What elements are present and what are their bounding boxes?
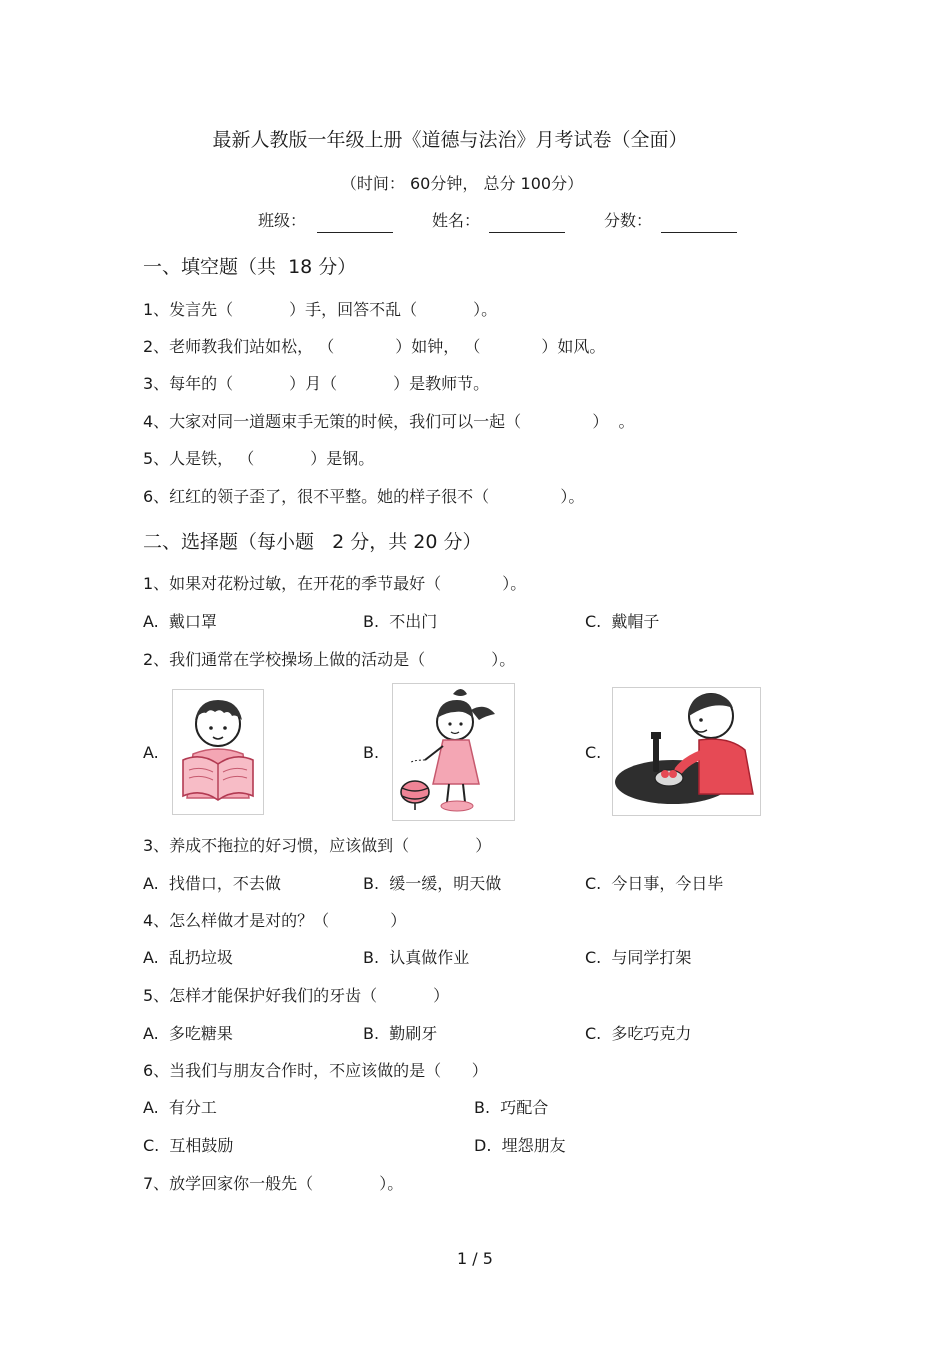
- reading-child-image[interactable]: [172, 689, 264, 815]
- exam-subtitle: （时间： 60分钟， 总分 100分）: [340, 174, 584, 193]
- q2-option-a[interactable]: A.: [143, 743, 159, 762]
- q3-option-a[interactable]: A. 找借口，不去做: [143, 874, 281, 893]
- fill-question-6: 6、红红的领子歪了，很不平整。她的样子很不（ ）。: [143, 487, 585, 506]
- page-title: 最新人教版一年级上册《道德与法治》月考试卷（全面）: [212, 129, 688, 151]
- reading-child-drawing: [173, 690, 263, 814]
- q4-option-a[interactable]: A. 乱扔垃圾: [143, 948, 233, 967]
- q5-option-b[interactable]: B. 勤刷牙: [363, 1024, 438, 1043]
- name-label: 姓名：: [432, 211, 481, 230]
- class-label: 班级：: [258, 211, 307, 230]
- choice-question-6: 6、当我们与朋友合作时，不应该做的是（ ）: [143, 1061, 488, 1080]
- q6-option-b[interactable]: B. 巧配合: [474, 1098, 549, 1117]
- choice-question-2: 2、我们通常在学校操场上做的活动是（ ）。: [143, 650, 516, 669]
- q5-option-a[interactable]: A. 多吃糖果: [143, 1024, 233, 1043]
- choice-question-1: 1、如果对花粉过敏，在开花的季节最好（ ）。: [143, 574, 527, 593]
- score-blank[interactable]: [661, 232, 737, 233]
- q2-option-c[interactable]: C.: [585, 743, 602, 762]
- fill-question-2: 2、老师教我们站如松， （ ）如钟， （ ）如风。: [143, 337, 606, 356]
- q1-option-a[interactable]: A. 戴口罩: [143, 612, 217, 631]
- class-blank[interactable]: [317, 232, 393, 233]
- choice-question-7: 7、放学回家你一般先（ ）。: [143, 1174, 404, 1193]
- spinning-top-girl-drawing: [393, 684, 514, 820]
- boy-at-table-drawing: [613, 688, 760, 815]
- fill-question-5: 5、人是铁， （ ）是钢。: [143, 449, 375, 468]
- choice-question-5: 5、怎样才能保护好我们的牙齿（ ）: [143, 986, 450, 1005]
- score-label: 分数：: [604, 211, 653, 230]
- boy-at-table-image[interactable]: [612, 687, 761, 816]
- choice-question-3: 3、养成不拖拉的好习惯，应该做到（ ）: [143, 836, 492, 855]
- q2-option-b[interactable]: B.: [363, 743, 380, 762]
- section-fill-blank-heading: 一、填空题（共 18 分）: [143, 256, 357, 278]
- fill-question-4: 4、大家对同一道题束手无策的时候，我们可以一起（ ） 。: [143, 412, 635, 431]
- q4-option-b[interactable]: B. 认真做作业: [363, 948, 470, 967]
- q5-option-c[interactable]: C. 多吃巧克力: [585, 1024, 692, 1043]
- choice-question-4: 4、怎么样做才是对的？（ ）: [143, 911, 407, 930]
- section-choice-heading: 二、选择题（每小题 2 分，共 20 分）: [143, 531, 482, 553]
- q4-option-c[interactable]: C. 与同学打架: [585, 948, 692, 967]
- q6-option-d[interactable]: D. 埋怨朋友: [474, 1136, 566, 1155]
- q6-option-c[interactable]: C. 互相鼓励: [143, 1136, 234, 1155]
- name-blank[interactable]: [489, 232, 565, 233]
- fill-question-3: 3、每年的（ ）月（ ）是教师节。: [143, 374, 490, 393]
- q1-option-b[interactable]: B. 不出门: [363, 612, 438, 631]
- q1-option-c[interactable]: C. 戴帽子: [585, 612, 660, 631]
- q3-option-c[interactable]: C. 今日事，今日毕: [585, 874, 724, 893]
- fill-question-1: 1、发言先（ ）手，回答不乱（ ）。: [143, 300, 498, 319]
- q6-option-a[interactable]: A. 有分工: [143, 1098, 217, 1117]
- spinning-top-girl-image[interactable]: [392, 683, 515, 821]
- q3-option-b[interactable]: B. 缓一缓，明天做: [363, 874, 502, 893]
- page-number: 1 / 5: [457, 1249, 493, 1268]
